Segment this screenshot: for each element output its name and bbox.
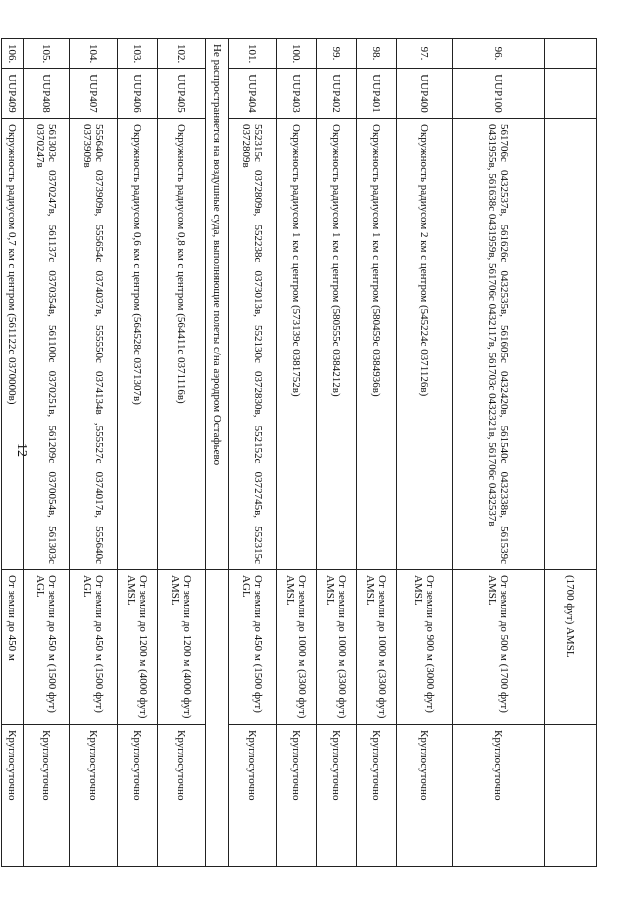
document-table-container	[6, 38, 597, 866]
cell-time: Круглосуточно	[453, 725, 545, 867]
airspace-zones-table	[1, 38, 597, 867]
cell-altitude: От земли до 1000 м (3300 фут) AMSL	[357, 570, 397, 725]
cell-time: Круглосуточно	[2, 725, 24, 867]
cell-time: Круглосуточно	[24, 725, 70, 867]
cell-zone-id: UUP400	[397, 69, 453, 119]
cell-altitude: От земли до 450 м	[2, 570, 24, 725]
table-row	[357, 39, 397, 867]
cell-altitude: От земли до 450 м (1500 фут) AGL	[24, 570, 70, 725]
cell-number: 105.	[24, 39, 70, 69]
cell-zone-id: UUP405	[158, 69, 206, 119]
table-body	[2, 39, 597, 867]
cell-number: 100.	[277, 39, 317, 69]
cell-boundary: Окружность радиусом 0,8 км с центром (564411с 0371116в)	[158, 119, 206, 570]
cell-time: Круглосуточно	[158, 725, 206, 867]
cell-altitude: От земли до 900 м (3000 фут) AMSL	[397, 570, 453, 725]
cell-number: 96.	[453, 39, 545, 69]
cell-time: Круглосуточно	[317, 725, 357, 867]
cell-zone-id: UUP403	[277, 69, 317, 119]
cell-boundary: Окружность радиусом 0,7 км с центром (561122с 0370000в)	[2, 119, 24, 570]
cell-zone-id: UUP401	[357, 69, 397, 119]
cell-zone-id: UUP402	[317, 69, 357, 119]
cell-altitude: От земли до 1200 м (4000 фут) AMSL	[158, 570, 206, 725]
cell-boundary: Окружность радиусом 1 км с центром (580555с 0384212в)	[317, 119, 357, 570]
table-row	[453, 39, 545, 867]
cell-number: 102.	[158, 39, 206, 69]
cell-time: Круглосуточно	[357, 725, 397, 867]
cell-number: 101.	[229, 39, 277, 69]
cell-altitude: От земли до 450 м (1500 фут) AGL	[229, 570, 277, 725]
cell-zone-id: UUP409	[2, 69, 24, 119]
cell-number: 98.	[357, 39, 397, 69]
cell-boundary: 555640с 0373909в, 555654с 0374037в, 555550с 0374134в ,555527с 0374017в, 555640с 0373909в	[70, 119, 118, 570]
rotated-table-frame	[6, 38, 597, 866]
cell-altitude: От земли до 450 м (1500 фут) AGL	[70, 570, 118, 725]
cell-time	[545, 725, 597, 867]
table-row	[317, 39, 357, 867]
cell-boundary: 552315с 0372809в, 552238с 0373013в, 552130с 0372830в, 552152с 0372745в, 552315с 0372809в	[229, 119, 277, 570]
table-row-continuation	[545, 39, 597, 867]
cell-zone-id: UUP408	[24, 69, 70, 119]
cell-boundary: Окружность радиусом 1 км с центром (580459с 0384936в)	[357, 119, 397, 570]
table-row	[277, 39, 317, 867]
cell-number: 97.	[397, 39, 453, 69]
cell-number	[545, 39, 597, 69]
cell-zone-id: UUP406	[118, 69, 158, 119]
table-row	[158, 39, 206, 867]
cell-altitude: От земли до 1000 м (3300 фут) AMSL	[277, 570, 317, 725]
cell-time: Круглосуточно	[118, 725, 158, 867]
cell-number: 103.	[118, 39, 158, 69]
note-empty-cell	[206, 570, 229, 725]
note-text: Не распространяется на воздушные суда, выполняющие полеты с/на аэродром Остафьево	[206, 39, 229, 570]
cell-zone-id: UUP407	[70, 69, 118, 119]
cell-time: Круглосуточно	[277, 725, 317, 867]
cell-boundary: Окружность радиусом 0,6 км с центром (564528с 0371307в)	[118, 119, 158, 570]
note-empty-cell	[206, 725, 229, 867]
cell-time: Круглосуточно	[397, 725, 453, 867]
cell-boundary	[545, 119, 597, 570]
table-row	[229, 39, 277, 867]
cell-boundary: Окружность радиусом 2 км с центром (545224с 0371126в)	[397, 119, 453, 570]
cell-altitude: От земли до 1200 м (4000 фут) AMSL	[118, 570, 158, 725]
table-note-row	[206, 39, 229, 867]
cell-number: 106.	[2, 39, 24, 69]
cell-time: Круглосуточно	[70, 725, 118, 867]
cell-boundary: Окружность радиусом 1 км с центром (573139с 0381752в)	[277, 119, 317, 570]
cell-time: Круглосуточно	[229, 725, 277, 867]
cell-number: 99.	[317, 39, 357, 69]
cell-zone-id: UUP100	[453, 69, 545, 119]
table-row	[2, 39, 24, 867]
table-row	[24, 39, 70, 867]
page-number: 12	[14, 443, 29, 457]
cell-altitude: От земли до 500 м (1700 фут) AMSL	[453, 570, 545, 725]
cell-altitude: (1700 фут) AMSL	[545, 570, 597, 725]
table-row	[397, 39, 453, 867]
cell-boundary: 561706с 0432537в, 561626с 0432535в, 561605с 0432420в, 561540с 0432338в, 561539с 0431955в, 561638с 0431959в, 561706с 0432117в, 561703с 0432321в, 561706с 0432537в	[453, 119, 545, 570]
table-row	[70, 39, 118, 867]
cell-boundary: 561303с 0370247в, 561137с 0370354в, 561100с 0370251в, 561209с 0370054в, 561303с 0370247в	[24, 119, 70, 570]
cell-altitude: От земли до 1000 м (3300 фут) AMSL	[317, 570, 357, 725]
cell-zone-id: UUP404	[229, 69, 277, 119]
cell-zone-id	[545, 69, 597, 119]
table-row	[118, 39, 158, 867]
cell-number: 104.	[70, 39, 118, 69]
